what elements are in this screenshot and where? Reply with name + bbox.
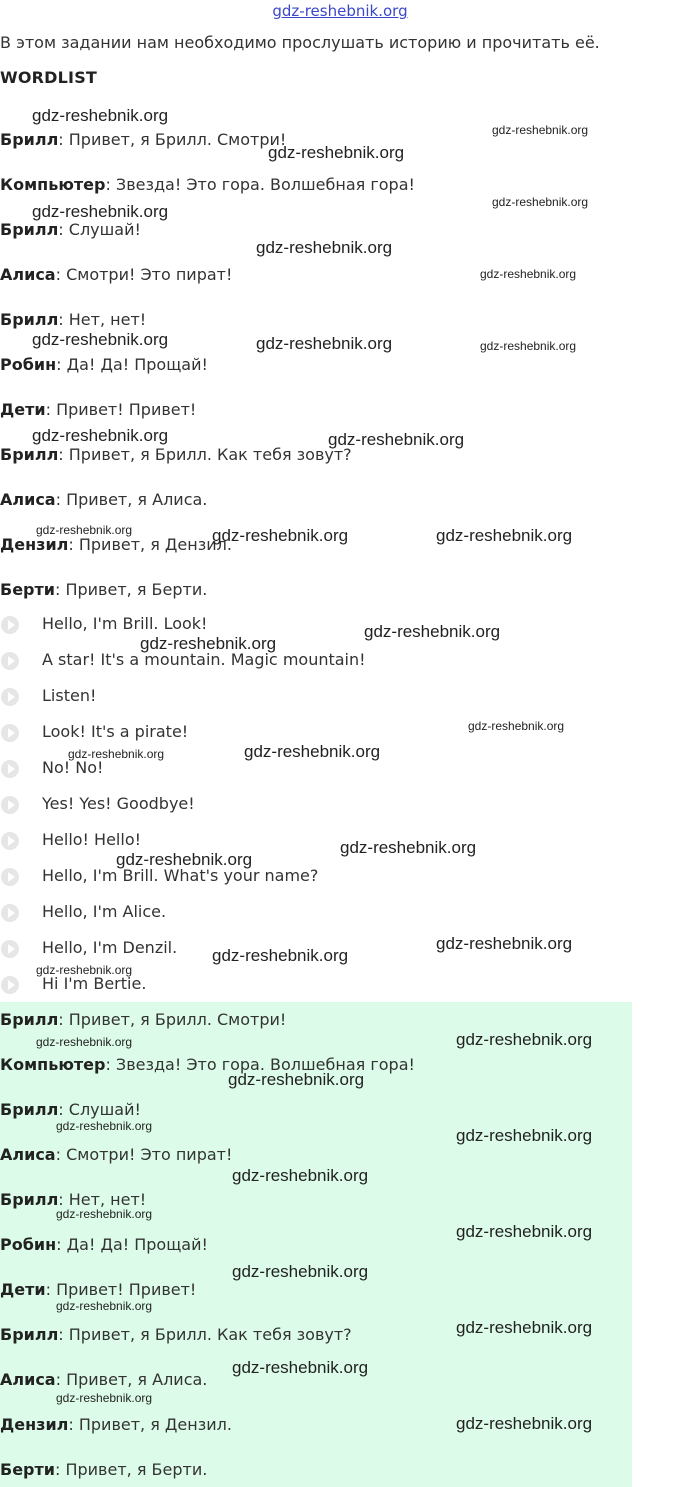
watermark: gdz-reshebnik.org	[456, 1222, 593, 1241]
play-icon[interactable]	[1, 724, 19, 742]
play-icon[interactable]	[1, 940, 19, 958]
play-icon[interactable]	[1, 796, 19, 814]
dialogue-line	[0, 130, 286, 149]
speaker: Брилл	[0, 1010, 59, 1029]
answer-line	[0, 1460, 207, 1479]
audio-text: Hello, I'm Alice.	[42, 902, 167, 921]
speaker: Берти	[0, 1460, 55, 1479]
audio-text: Hello, I'm Brill. What's your name?	[42, 866, 319, 885]
speaker: Робин	[0, 355, 57, 374]
speaker: Алиса	[0, 490, 56, 509]
watermark: gdz-reshebnik.org	[328, 430, 465, 449]
dialogue-line	[0, 265, 232, 284]
speaker: Берти	[0, 580, 55, 599]
watermark: gdz-reshebnik.org	[256, 334, 393, 353]
speaker: Робин	[0, 1235, 57, 1254]
line-text: : Звезда! Это гора. Волшебная гора!	[105, 175, 415, 194]
watermark: gdz-reshebnik.org	[140, 634, 277, 653]
play-icon[interactable]	[1, 688, 19, 706]
watermark: gdz-reshebnik.org	[232, 1166, 369, 1185]
answer-line	[0, 1370, 207, 1389]
line-text: : Нет, нет!	[58, 1190, 147, 1209]
line-text: : Смотри! Это пират!	[55, 1145, 233, 1164]
line-text: : Привет, я Берти.	[54, 580, 208, 599]
dialogue-line	[0, 220, 141, 239]
line-text: : Звезда! Это гора. Волшебная гора!	[105, 1055, 415, 1074]
watermark: gdz-reshebnik.org	[456, 1126, 593, 1145]
line-text: : Привет, я Берти.	[54, 1460, 208, 1479]
watermark: gdz-reshebnik.org	[436, 526, 573, 545]
dialogue-line	[0, 400, 196, 419]
watermark: gdz-reshebnik.org	[340, 838, 477, 857]
answer-line	[0, 1325, 352, 1344]
play-icon[interactable]	[1, 832, 19, 850]
speaker: Брилл	[0, 1100, 59, 1119]
watermark: gdz-reshebnik.org	[32, 106, 169, 125]
watermark: gdz-reshebnik.org	[244, 742, 381, 761]
play-icon[interactable]	[1, 904, 19, 922]
audio-text: Hello, I'm Denzil.	[42, 938, 178, 957]
site-link[interactable]: gdz-reshebnik.org	[272, 2, 408, 20]
line-text: : Да! Да! Прощай!	[56, 355, 208, 374]
audio-text: Hi I'm Bertie.	[42, 974, 147, 993]
audio-text: Listen!	[42, 686, 97, 705]
line-text: : Привет, я Алиса.	[55, 1370, 208, 1389]
speaker: Дензил	[0, 1415, 69, 1434]
answer-line	[0, 1280, 196, 1299]
watermark: gdz-reshebnik.org	[36, 963, 133, 977]
line-text: : Привет, я Брилл. Смотри!	[58, 130, 287, 149]
line-text: : Привет, я Брилл. Как тебя зовут?	[58, 445, 352, 464]
audio-text: A star! It's a mountain. Magic mountain!	[42, 650, 366, 669]
wordlist-heading: WORDLIST	[0, 68, 98, 87]
audio-text: Hello, I'm Brill. Look!	[42, 614, 208, 633]
line-text: : Привет, я Брилл. Смотри!	[58, 1010, 287, 1029]
speaker: Дети	[0, 400, 46, 419]
line-text: : Слушай!	[58, 1100, 141, 1119]
answer-line	[0, 1100, 141, 1119]
speaker: Дети	[0, 1280, 46, 1299]
audio-text: Look! It's a pirate!	[42, 722, 189, 741]
speaker: Брилл	[0, 1190, 59, 1209]
dialogue-line	[0, 535, 232, 554]
play-icon[interactable]	[1, 616, 19, 634]
line-text: : Привет, я Алиса.	[55, 490, 208, 509]
watermark: gdz-reshebnik.org	[364, 622, 501, 641]
watermark: gdz-reshebnik.org	[468, 719, 565, 733]
speaker: Компьютер	[0, 1055, 106, 1074]
line-text: : Да! Да! Прощай!	[56, 1235, 208, 1254]
watermark: gdz-reshebnik.org	[492, 195, 589, 209]
speaker: Брилл	[0, 220, 59, 239]
line-text: : Привет, я Дензил.	[68, 1415, 232, 1434]
play-icon[interactable]	[1, 760, 19, 778]
watermark: gdz-reshebnik.org	[480, 267, 577, 281]
watermark: gdz-reshebnik.org	[228, 1070, 365, 1089]
speaker: Дензил	[0, 535, 69, 554]
line-text: : Привет! Привет!	[45, 400, 197, 419]
line-text: : Нет, нет!	[58, 310, 147, 329]
watermark: gdz-reshebnik.org	[436, 934, 573, 953]
watermark: gdz-reshebnik.org	[480, 339, 577, 353]
watermark: gdz-reshebnik.org	[456, 1030, 593, 1049]
audio-text: Yes! Yes! Goodbye!	[42, 794, 195, 813]
line-text: : Привет, я Дензил.	[68, 535, 232, 554]
watermark: gdz-reshebnik.org	[256, 238, 393, 257]
line-text: : Смотри! Это пират!	[55, 265, 233, 284]
audio-text: No! No!	[42, 758, 104, 777]
answer-line	[0, 1145, 232, 1164]
watermark: gdz-reshebnik.org	[32, 202, 169, 221]
watermark: gdz-reshebnik.org	[36, 1035, 133, 1049]
dialogue-line	[0, 175, 415, 194]
watermark: gdz-reshebnik.org	[212, 526, 349, 545]
watermark: gdz-reshebnik.org	[232, 1262, 369, 1281]
dialogue-line	[0, 445, 352, 464]
dialogue-line	[0, 490, 207, 509]
dialogue-line	[0, 580, 207, 599]
watermark: gdz-reshebnik.org	[32, 426, 169, 445]
watermark: gdz-reshebnik.org	[68, 747, 165, 761]
line-text: : Привет! Привет!	[45, 1280, 197, 1299]
watermark: gdz-reshebnik.org	[56, 1207, 153, 1221]
dialogue-line	[0, 310, 146, 329]
speaker: Алиса	[0, 1145, 56, 1164]
play-icon[interactable]	[1, 868, 19, 886]
answer-line	[0, 1010, 286, 1029]
watermark: gdz-reshebnik.org	[456, 1414, 593, 1433]
watermark: gdz-reshebnik.org	[492, 123, 589, 137]
watermark: gdz-reshebnik.org	[456, 1318, 593, 1337]
play-icon[interactable]	[1, 652, 19, 670]
dialogue-line	[0, 355, 208, 374]
watermark: gdz-reshebnik.org	[268, 143, 405, 162]
watermark: gdz-reshebnik.org	[232, 1358, 369, 1377]
speaker: Алиса	[0, 1370, 56, 1389]
speaker: Брилл	[0, 445, 59, 464]
watermark: gdz-reshebnik.org	[56, 1391, 153, 1405]
watermark: gdz-reshebnik.org	[56, 1299, 153, 1313]
audio-text: Hello! Hello!	[42, 830, 142, 849]
speaker: Брилл	[0, 310, 59, 329]
watermark: gdz-reshebnik.org	[212, 946, 349, 965]
line-text: : Слушай!	[58, 220, 141, 239]
watermark: gdz-reshebnik.org	[32, 330, 169, 349]
answer-line	[0, 1235, 208, 1254]
watermark: gdz-reshebnik.org	[36, 523, 133, 537]
speaker: Алиса	[0, 265, 56, 284]
watermark: gdz-reshebnik.org	[56, 1119, 153, 1133]
speaker: Компьютер	[0, 175, 106, 194]
answer-line	[0, 1415, 232, 1434]
watermark: gdz-reshebnik.org	[116, 850, 253, 869]
play-icon[interactable]	[1, 976, 19, 994]
speaker: Брилл	[0, 1325, 59, 1344]
speaker: Брилл	[0, 130, 59, 149]
intro-text: В этом задании нам необходимо прослушать историю и прочитать её.	[0, 33, 600, 52]
line-text: : Привет, я Брилл. Как тебя зовут?	[58, 1325, 352, 1344]
